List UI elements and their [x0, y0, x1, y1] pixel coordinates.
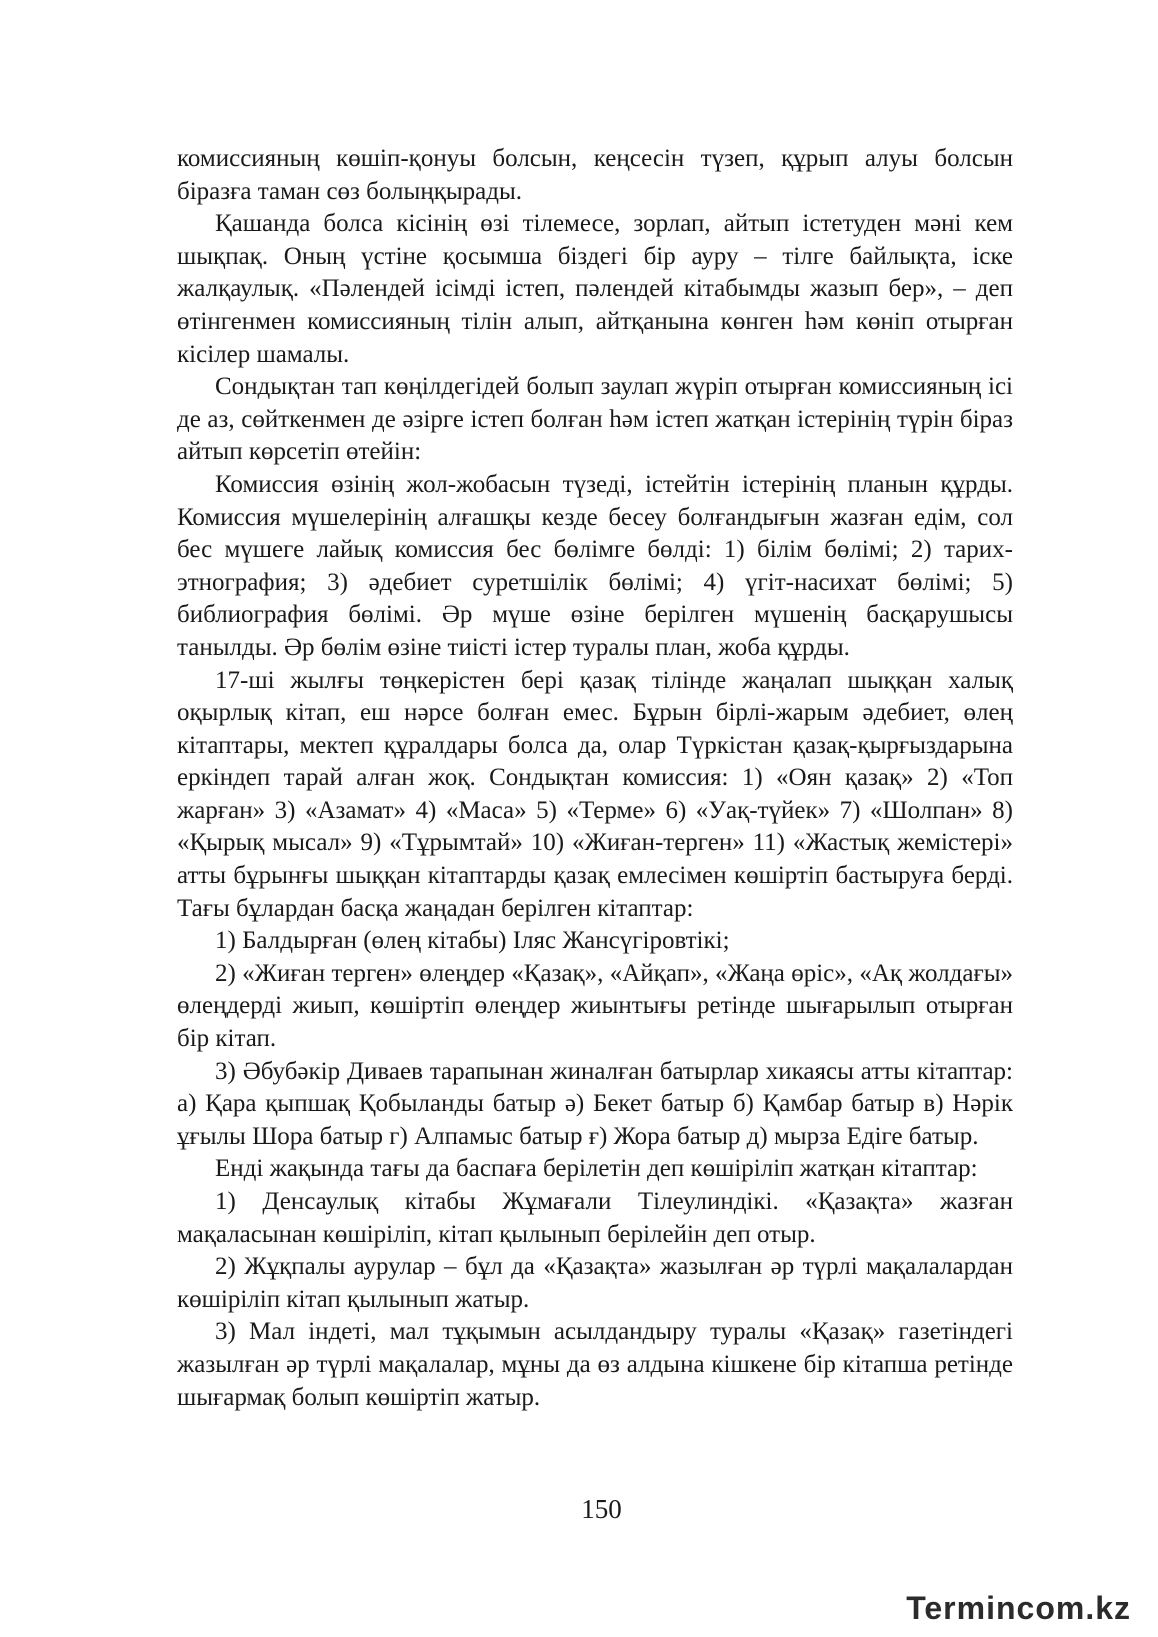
page-body-text — [177, 143, 1013, 1414]
paragraph: Қашанда болса кісінің өзі тілемесе, зорлап, айтып істетуден мәні кем шықпақ. Оның үстіне қосымша біздегі бір ауру – тілге байлықта, іске жалқаулық. «Пәлендей ісімді істеп, пәлендей кітабымды жазып бер», – деп өтінгенмен комиссияның тілін алып, айтқанына көнген һәм көніп отырған кісілер шамалы. — [177, 210, 1013, 368]
list-item: 3) Мал індеті, мал тұқымын асылдандыру туралы «Қазақ» газетіндегі жазылған әр түрлі мақалалар, мұны да өз алдына кішкене бір кітапша ретінде шығармақ болып көшіртіп жатыр. — [177, 1318, 1013, 1411]
paragraph: Сондықтан тап көңілдегідей болып заулап жүріп отырған комиссияның ісі де аз, сөйткенмен де әзірге істеп болған һәм істеп жатқан істерінің түрін біраз айтып көрсетіп өтейін: — [177, 373, 1013, 466]
site-watermark-logo: Termincom.kz — [906, 1590, 1131, 1626]
page-number: 150 — [581, 1494, 622, 1524]
list-item: 2) Жұқпалы аурулар – бұл да «Қазақта» жазылған әр түрлі мақалалардан көшіріліп кітап қылынып жатыр. — [177, 1253, 1013, 1313]
paragraph: Енді жақында тағы да баспаға берілетін деп көшіріліп жатқан кітаптар: — [215, 1155, 978, 1183]
paragraph: Комиссия өзінің жол-жобасын түзеді, істейтін істерінің планын құрды. Комиссия мүшелерінің алғашқы кезде бесеу болғандығын жазған едім, сол бес мүшеге лайық комиссия бес бөлімге бөлді: 1) білім бөлімі; 2) тарих-этнография; 3) әдебиет суретшілік бөлімі; 4) үгіт-насихат бөлімі; 5) библиография бөлімі. Әр мүше өзіне берілген мүшенің басқарушысы танылды. Әр бөлім өзіне тиісті істер туралы план, жоба құрды. — [177, 470, 1013, 661]
list-item: 3) Әбубәкір Диваев тарапынан жиналған батырлар хикаясы атты кітаптар: а) Қара қыпшақ Қобыланды батыр ә) Бекет батыр б) Қамбар батыр в) Нәрік ұғылы Шора батыр г) Алпамыс батыр ғ) Жора батыр д) мырза Едіге батыр. — [177, 1057, 1013, 1150]
paragraph: 17-ші жылғы төңкерістен бері қазақ тілінде жаңалап шыққан халық оқырлық кітап, еш нәрсе болған емес. Бұрын бірлі-жарым әдебиет, өлең кітаптары, мектеп құралдары болса да, олар Түркістан қазақ-қырғыздарына еркіндеп тарай алған жоқ. Сондықтан комиссия: 1) «Оян қазақ» 2) «Топ жарған» 3) «Азамат» 4) «Маса» 5) «Терме» 6) «Уақ-түйек» 7) «Шолпан» 8) «Қырық мысал» 9) «Тұрымтай» 10) «Жиған-терген» 11) «Жастық жемістері» атты бұрынғы шыққан кітаптарды қазақ емлесімен көшіртіп бастыруға берді. Тағы бұлардан басқа жаңадан берілген кітаптар: — [177, 666, 1013, 922]
list-item: 1) Денсаулық кітабы Жұмағали Тілеулиндікі. «Қазақта» жазған мақаласынан көшіріліп, кітап қылынып берілейін деп отыр. — [177, 1188, 1013, 1248]
paragraph: комиссияның көшіп-қонуы болсын, кеңсесін түзеп, құрып алуы болсын біразға таман сөз болыңқырады. — [177, 145, 1013, 205]
list-item: 2) «Жиған терген» өлеңдер «Қазақ», «Айқап», «Жаңа өріс», «Ақ жолдағы» өлеңдерді жиып, көшіртіп өлеңдер жиынтығы ретінде шығарылып отырған бір кітап. — [177, 959, 1013, 1053]
list-item: 1) Балдырған (өлең кітабы) Іляс Жансүгіровтікі; — [215, 927, 730, 955]
